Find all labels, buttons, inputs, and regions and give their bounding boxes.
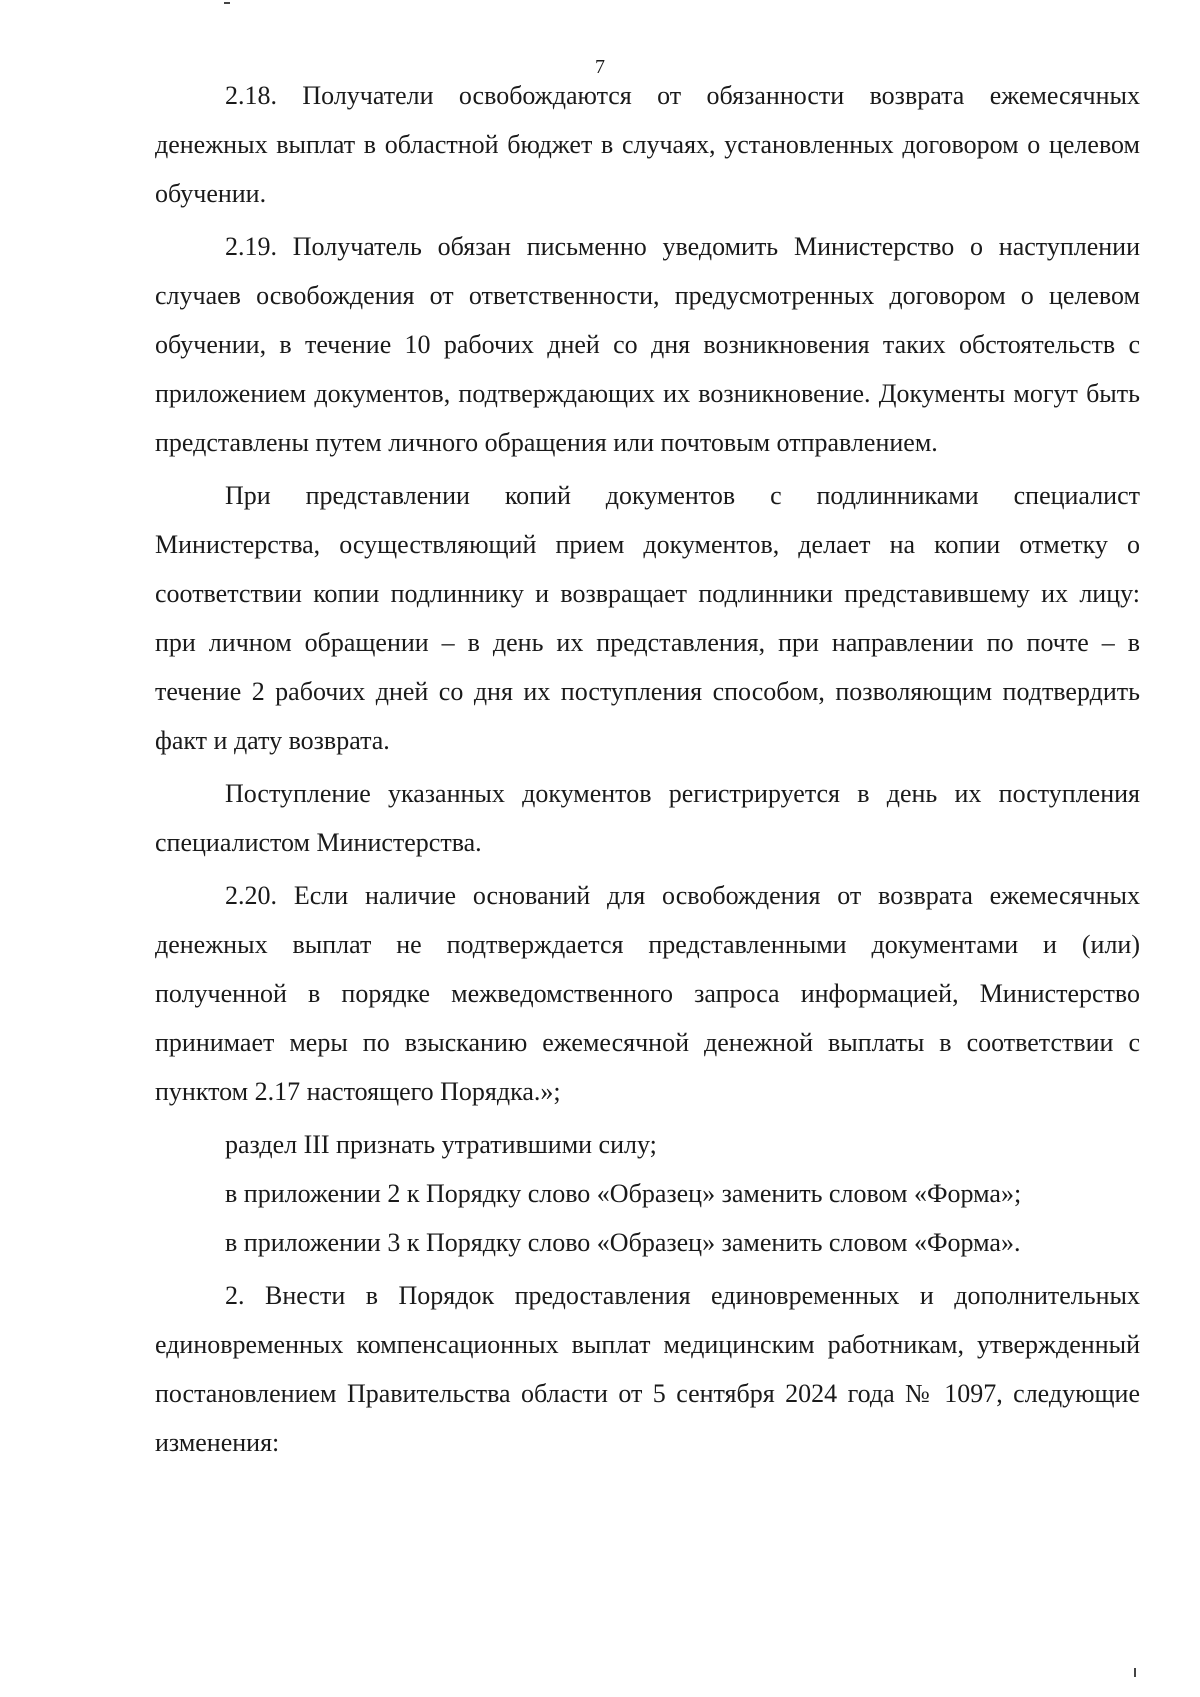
paragraph-2-20: 2.20. Если наличие оснований для освобождения от возврата ежемесячных денежных выплат не подтверждается представленными документами и (или) полученной в порядке межведомственного запроса информацией, Министерство принимает меры по взысканию ежемесячной денежной выплаты в соответствии с пунктом 2.17 настоящего Порядка.»; <box>155 881 1140 1106</box>
page-number: 7 <box>595 56 605 78</box>
scan-artifact-mark <box>224 2 230 4</box>
document-body <box>155 71 1140 1471</box>
paragraph-2-19: 2.19. Получатель обязан письменно уведомить Министерство о наступлении случаев освобождения от ответственности, предусмотренных договором о целевом обучении, в течение 10 рабочих дней со дня возникновения таких обстоятельств с приложением документов, подтверждающих их возникновение. Документы могут быть представлены путем личного обращения или почтовым отправлением. <box>155 232 1140 457</box>
paragraph-2-18: 2.18. Получатели освобождаются от обязанности возврата ежемесячных денежных выплат в областной бюджет в случаях, установленных договором о целевом обучении. <box>155 81 1140 208</box>
paragraph-copies-of-documents: При представлении копий документов с подлинниками специалист Министерства, осуществляющий прием документов, делает на копии отметку о соответствии копии подлиннику и возвращает подлинники представившему их лицу: при личном обращении – в день их представления, при направлении по почте – в течение 2 рабочих дней со дня их поступления способом, позволяющим подтвердить факт и дату возврата. <box>155 481 1140 755</box>
scan-artifact-mark <box>1134 1668 1136 1677</box>
paragraph-appendix-2: в приложении 2 к Порядку слово «Образец» заменить словом «Форма»; <box>225 1179 1022 1208</box>
paragraph-item-2: 2. Внести в Порядок предоставления единовременных и дополнительных единовременных компенсационных выплат медицинским работникам, утвержденный постановлением Правительства области от 5 сентября 2024 года № 1097, следующие изменения: <box>155 1281 1140 1457</box>
paragraph-appendix-3: в приложении 3 к Порядку слово «Образец» заменить словом «Форма». <box>225 1228 1021 1257</box>
paragraph-registration: Поступление указанных документов регистрируется в день их поступления специалистом Министерства. <box>155 779 1140 857</box>
paragraph-section-iii: раздел III признать утратившими силу; <box>225 1130 657 1159</box>
